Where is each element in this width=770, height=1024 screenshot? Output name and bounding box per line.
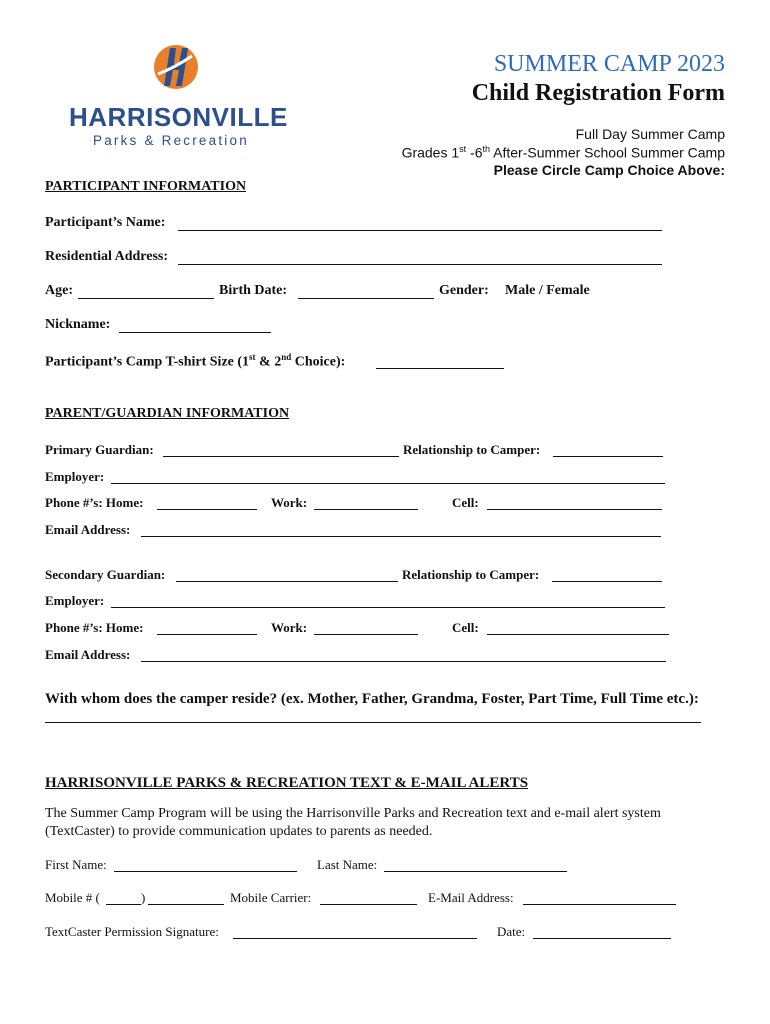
mobile-carrier-label: Mobile Carrier: (230, 890, 312, 905)
residential-address-label: Residential Address: (45, 249, 169, 264)
mobile-label: Mobile # ( (45, 890, 100, 905)
participant-heading: PARTICIPANT INFORMATION (45, 179, 247, 194)
gender-label: Gender: (439, 283, 489, 298)
secondary-relationship-field[interactable] (552, 581, 662, 582)
primary-relationship-label: Relationship to Camper: (403, 442, 541, 457)
last-name-label: Last Name: (317, 857, 378, 872)
primary-employer-field[interactable] (111, 483, 665, 484)
secondary-cell-field[interactable] (487, 634, 669, 635)
logo-emblem-icon (152, 42, 200, 92)
primary-email-field[interactable] (141, 536, 661, 537)
primary-employer-label: Employer: (45, 469, 105, 484)
primary-phone-home-label: Phone #’s: Home: (45, 495, 144, 510)
form-subtitle: Child Registration Form (471, 80, 725, 106)
guardian-heading: PARENT/GUARDIAN INFORMATION (45, 406, 290, 421)
primary-work-field[interactable] (314, 509, 418, 510)
birth-date-label: Birth Date: (219, 283, 288, 298)
logo-name: HARRISONVILLE (69, 102, 288, 132)
first-name-label: First Name: (45, 857, 107, 872)
mobile-paren-close: ) (141, 890, 146, 905)
secondary-work-label: Work: (271, 620, 308, 635)
participant-name-label: Participant’s Name: (45, 215, 166, 230)
primary-relationship-field[interactable] (553, 456, 663, 457)
secondary-phone-home-field[interactable] (157, 634, 257, 635)
age-label: Age: (45, 283, 73, 298)
mobile-number-field[interactable] (148, 904, 224, 905)
secondary-email-label: Email Address: (45, 647, 131, 662)
primary-email-label: Email Address: (45, 522, 131, 537)
secondary-guardian-label: Secondary Guardian: (45, 567, 166, 582)
primary-phone-home-field[interactable] (157, 509, 257, 510)
signature-date-field[interactable] (533, 938, 671, 939)
signature-field[interactable] (233, 938, 477, 939)
form-title: SUMMER CAMP 2023 (493, 51, 725, 77)
primary-cell-field[interactable] (487, 509, 662, 510)
camp-option-1: Full Day Summer Camp (575, 126, 725, 142)
alerts-paragraph-line-2: (TextCaster) to provide communication updates to parents as needed. (45, 824, 433, 839)
secondary-employer-field[interactable] (111, 607, 665, 608)
reside-field[interactable] (45, 722, 701, 723)
secondary-phone-home-label: Phone #’s: Home: (45, 620, 144, 635)
primary-cell-label: Cell: (452, 495, 479, 510)
secondary-relationship-label: Relationship to Camper: (402, 567, 540, 582)
gender-options[interactable]: Male / Female (505, 283, 590, 298)
last-name-field[interactable] (384, 871, 567, 872)
secondary-cell-label: Cell: (452, 620, 479, 635)
alerts-email-field[interactable] (523, 904, 676, 905)
mobile-carrier-field[interactable] (320, 904, 417, 905)
camp-option-2: Grades 1st -6th After-Summer School Summer Camp (401, 144, 725, 161)
age-field[interactable] (78, 298, 214, 299)
alerts-heading: HARRISONVILLE PARKS & RECREATION TEXT & E-MAIL ALERTS (45, 775, 529, 791)
primary-guardian-field[interactable] (163, 456, 399, 457)
primary-work-label: Work: (271, 495, 308, 510)
logo (66, 42, 288, 152)
signature-date-label: Date: (497, 924, 526, 939)
secondary-guardian-field[interactable] (176, 581, 398, 582)
alerts-paragraph-line-1: The Summer Camp Program will be using the Harrisonville Parks and Recreation text and e-mail alert system (45, 806, 661, 821)
tshirt-size-field[interactable] (376, 368, 504, 369)
primary-guardian-label: Primary Guardian: (45, 442, 154, 457)
mobile-area-code-field[interactable] (106, 904, 141, 905)
nickname-field[interactable] (119, 332, 271, 333)
camp-choice-instruction: Please Circle Camp Choice Above: (493, 162, 725, 178)
reside-question: With whom does the camper reside? (ex. Mother, Father, Grandma, Foster, Part Time, Full Time etc.): (45, 691, 699, 707)
secondary-work-field[interactable] (314, 634, 418, 635)
secondary-email-field[interactable] (141, 661, 666, 662)
first-name-field[interactable] (114, 871, 297, 872)
residential-address-field[interactable] (178, 264, 662, 265)
logo-tagline: Parks & Recreation (93, 133, 249, 148)
secondary-employer-label: Employer: (45, 593, 105, 608)
participant-name-field[interactable] (178, 230, 662, 231)
tshirt-size-label: Participant’s Camp T-shirt Size (1st & 2nd Choice): (45, 352, 346, 370)
signature-label: TextCaster Permission Signature: (45, 924, 219, 939)
nickname-label: Nickname: (45, 317, 111, 332)
birth-date-field[interactable] (298, 298, 434, 299)
alerts-email-label: E-Mail Address: (428, 890, 514, 905)
